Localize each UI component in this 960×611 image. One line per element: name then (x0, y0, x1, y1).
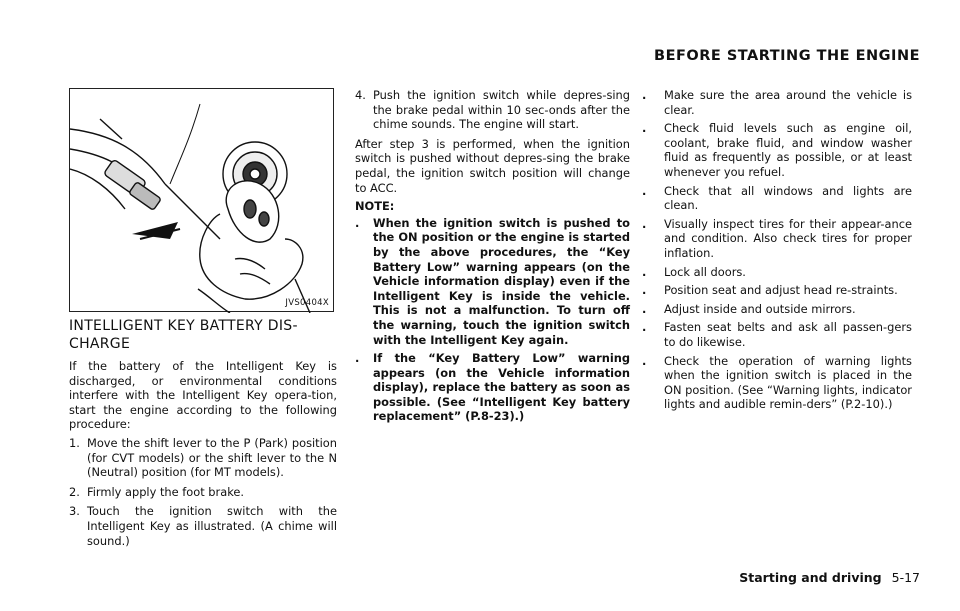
note-item (355, 351, 630, 424)
list-item (642, 88, 912, 117)
list-item-text: Visually inspect tires for their appear-ance and condition. Also check tires for proper inflation. (664, 216, 912, 260)
list-item (642, 354, 912, 412)
step-number: 4. (355, 88, 366, 102)
bullet-dot: . (642, 121, 647, 136)
procedure-steps (69, 436, 337, 548)
right-column (642, 88, 912, 416)
list-item-text: Position seat and adjust head re-straints. (664, 283, 898, 298)
bullet-dot: . (355, 215, 360, 230)
bullet-dot: . (642, 283, 647, 298)
list-item-text: Adjust inside and outside mirrors. (664, 301, 856, 316)
bullet-dot: . (642, 216, 647, 231)
step-item (69, 436, 337, 480)
step-item (69, 485, 337, 500)
left-column (69, 318, 337, 553)
footer-section-name: Starting and driving (739, 570, 882, 585)
list-item (642, 320, 912, 349)
list-item-text: Fasten seat belts and ask all passen-gers to do likewise. (664, 320, 912, 349)
step-text: Move the shift lever to the P (Park) position (for CVT models) or the shift lever to the N (Neutral) position (for MT models). (87, 435, 337, 480)
middle-column (355, 88, 630, 428)
page-footer (560, 570, 920, 585)
bullet-dot: . (642, 264, 647, 279)
list-item-text: Lock all doors. (664, 264, 746, 279)
bullet-dot: . (642, 88, 647, 102)
step-text: Firmly apply the foot brake. (87, 484, 245, 499)
list-item (642, 265, 912, 280)
intro-paragraph: If the battery of the Intelligent Key is discharged, or environmental conditions interfere with the Intelligent Key opera-tion, start the engine according to the following procedure: (69, 359, 337, 432)
note-item (355, 216, 630, 347)
bullet-dot: . (642, 183, 647, 198)
step-item (355, 88, 630, 132)
step-text: Touch the ignition switch with the Intelligent Key as illustrated. (A chime will sound.) (87, 504, 337, 548)
list-item-text: Make sure the area around the vehicle is clear. (664, 88, 912, 117)
bullet-dot: . (355, 351, 360, 366)
after-step-paragraph: After step 3 is performed, when the ignition switch is pushed without depres-sing the brake pedal, the ignition switch position will change to ACC. (355, 136, 630, 195)
section-heading: INTELLIGENT KEY BATTERY DIS-CHARGE (69, 318, 298, 352)
note-label: NOTE: (355, 199, 395, 214)
checklist (642, 88, 912, 412)
list-item-text: Check that all windows and lights are clean. (664, 183, 912, 213)
step-number: 1. (69, 435, 80, 450)
step-text: Push the ignition switch while depres-sing the brake pedal within 10 sec-onds after the chime sounds. The engine will start. (373, 88, 630, 132)
list-item-text: Check the operation of warning lights when the ignition switch is placed in the ON position. (See “Warning lights, indicator lights and audible remin-ders” (P.2-10).) (664, 353, 912, 412)
bullet-dot: . (642, 301, 647, 316)
ignition-key-illustration (69, 88, 334, 312)
bullet-dot: . (642, 353, 647, 368)
list-item-text: Check fluid levels such as engine oil, coolant, brake fluid, and window washer fluid as frequently as possible, or at least whenever you refuel. (664, 121, 912, 179)
step-number: 2. (69, 484, 80, 499)
page-number: 5-17 (891, 570, 920, 585)
note-text: When the ignition switch is pushed to the ON position or the engine is started by the above procedures, the “Key Battery Low” warning appears (on the Vehicle information display) even if the Intelligent Key is inside the vehicle. This is not a malfunction. To turn off the warning, touch the ignition switch with the Intelligent Key again. (373, 215, 630, 347)
list-item (642, 302, 912, 317)
figure-code: JVS0404X (285, 298, 329, 308)
note-text: If the “Key Battery Low” warning appears (on the Vehicle information display), replace the battery as soon as possible. (See “Intelligent Key battery replacement” (P.8-23).) (373, 351, 630, 424)
section-header: BEFORE STARTING THE ENGINE (654, 48, 920, 64)
list-item (642, 121, 912, 179)
step-item (69, 504, 337, 548)
list-item (642, 283, 912, 298)
list-item (642, 217, 912, 261)
illustration-drawing (70, 89, 335, 313)
step-number: 3. (69, 504, 80, 519)
list-item (642, 184, 912, 213)
bullet-dot: . (642, 320, 647, 335)
